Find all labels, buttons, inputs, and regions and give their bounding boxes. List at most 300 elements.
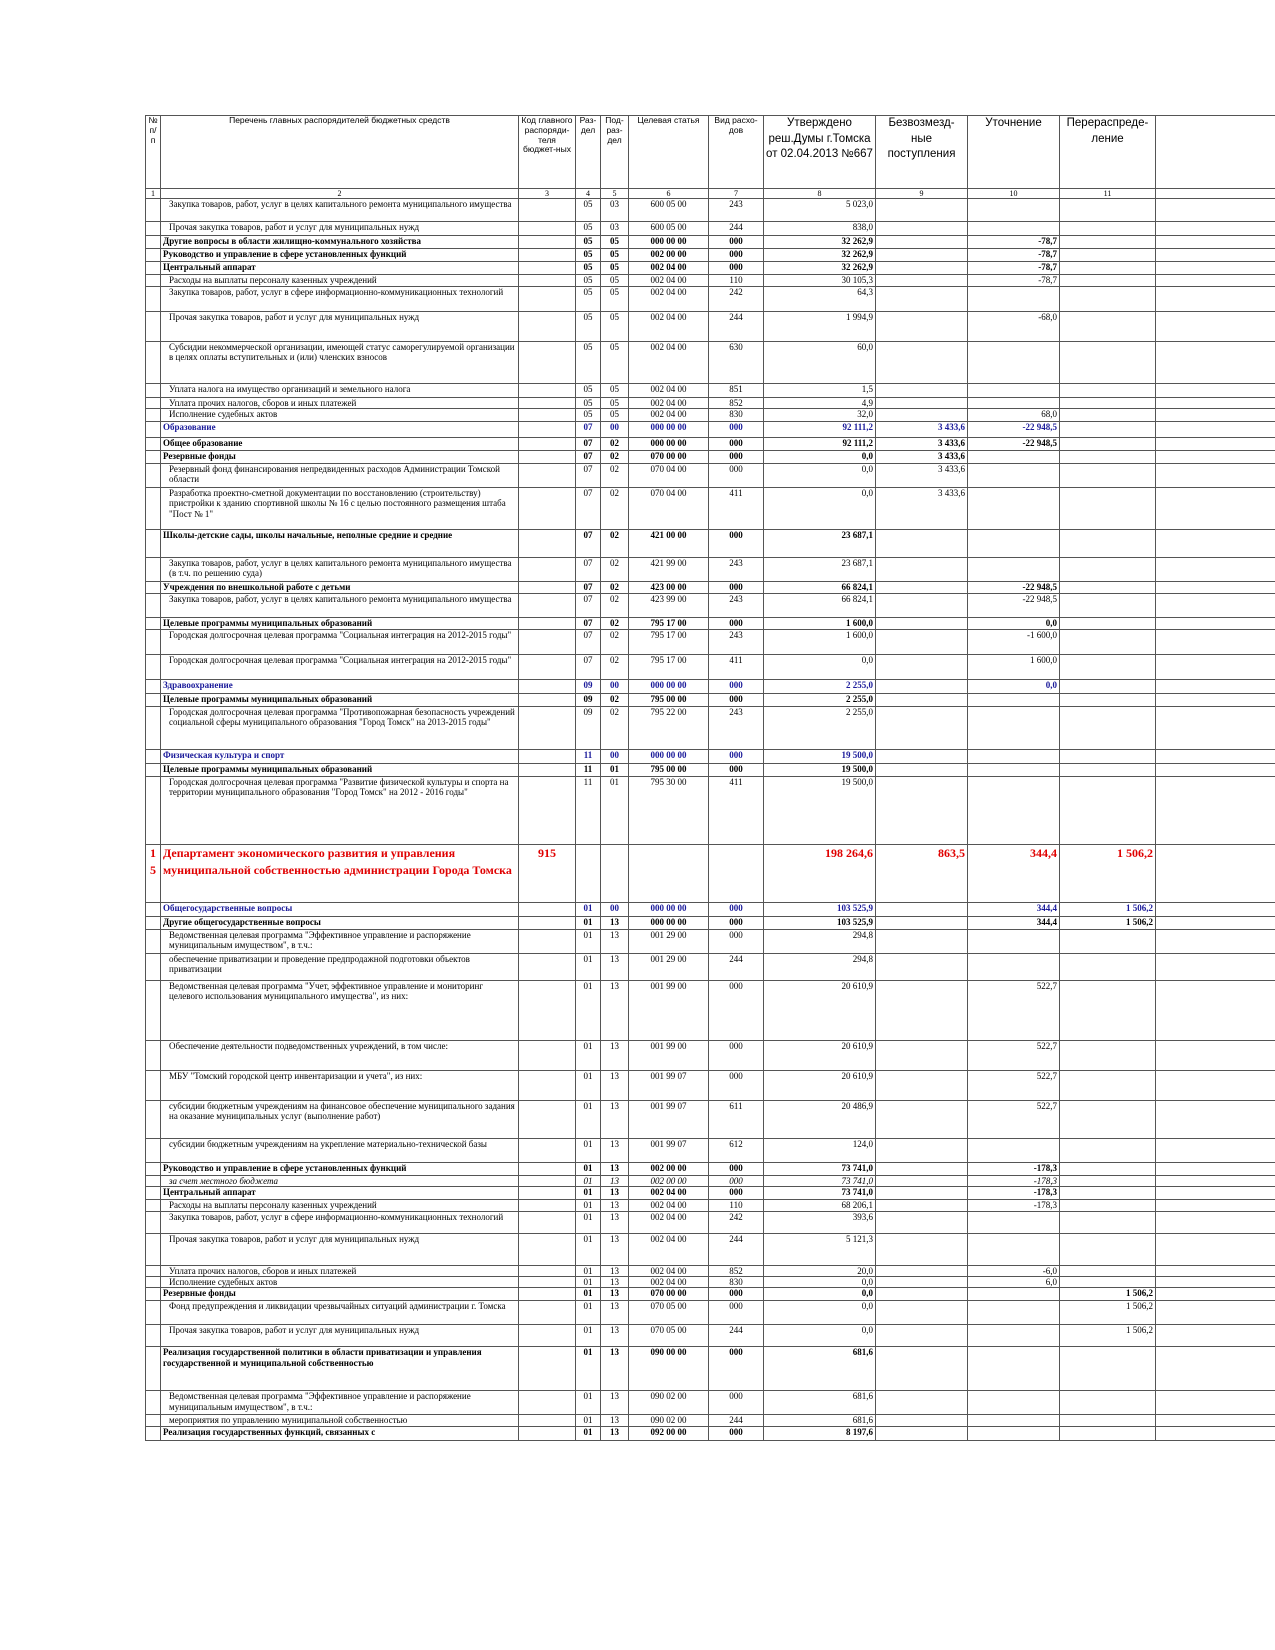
row-expense-type: 000 <box>709 463 764 487</box>
row-grants <box>876 383 968 397</box>
row-target: 002 04 00 <box>629 286 709 311</box>
table-row <box>146 397 1275 408</box>
row-redistribution <box>1060 1187 1156 1200</box>
row-number <box>146 1162 161 1175</box>
row-expense-type: 851 <box>709 383 764 397</box>
row-redistribution <box>1060 1040 1156 1070</box>
table-row <box>146 1325 1275 1347</box>
row-name: обеспечение приватизации и проведение предпродажной подготовки объектов приватизации <box>161 953 519 980</box>
row-number <box>146 421 161 437</box>
row-expense-type: 612 <box>709 1138 764 1162</box>
row-section: 05 <box>576 199 601 222</box>
row-section: 07 <box>576 421 601 437</box>
row-grants <box>876 929 968 953</box>
row-extra <box>1156 421 1275 437</box>
row-number <box>146 1288 161 1301</box>
row-name: Прочая закупка товаров, работ и услуг для муниципальных нужд <box>161 222 519 236</box>
row-approved: 1,5 <box>764 383 876 397</box>
row-number <box>146 1276 161 1287</box>
table-row <box>146 1347 1275 1391</box>
row-adjustment <box>968 1211 1060 1233</box>
row-target: 090 02 00 <box>629 1415 709 1426</box>
row-name: Учреждения по внешкольной работе с детьми <box>161 581 519 593</box>
row-grants <box>876 749 968 763</box>
row-target: 090 00 00 <box>629 1347 709 1391</box>
row-number <box>146 487 161 529</box>
row-grants <box>876 1162 968 1175</box>
row-subsection: 05 <box>601 249 629 262</box>
row-section: 01 <box>576 1162 601 1175</box>
row-number: 15 <box>146 844 161 902</box>
row-number <box>146 222 161 236</box>
row-number <box>146 236 161 249</box>
row-approved: 73 741,0 <box>764 1175 876 1186</box>
row-target: 421 00 00 <box>629 529 709 557</box>
row-adjustment <box>968 529 1060 557</box>
row-section: 05 <box>576 408 601 421</box>
row-name: Здравоохранение <box>161 679 519 693</box>
row-redistribution <box>1060 1276 1156 1287</box>
row-number <box>146 1175 161 1186</box>
table-row <box>146 249 1275 262</box>
row-redistribution <box>1060 286 1156 311</box>
row-grants: 3 433,6 <box>876 487 968 529</box>
row-approved: 124,0 <box>764 1138 876 1162</box>
row-expense-type: 243 <box>709 629 764 654</box>
row-target: 795 17 00 <box>629 654 709 679</box>
table-row <box>146 199 1275 222</box>
row-subsection: 13 <box>601 1325 629 1347</box>
table-row <box>146 487 1275 529</box>
table-row <box>146 1070 1275 1100</box>
row-subsection: 02 <box>601 706 629 749</box>
row-expense-type: 000 <box>709 1391 764 1415</box>
row-expense-type: 000 <box>709 1426 764 1440</box>
row-expense-type: 244 <box>709 1415 764 1426</box>
row-extra <box>1156 706 1275 749</box>
row-name: Прочая закупка товаров, работ и услуг для муниципальных нужд <box>161 1325 519 1347</box>
row-target: 795 17 00 <box>629 617 709 629</box>
row-name: Субсидии некоммерческой организации, имеющей статус саморегулируемой организации в целях оплаты вступительных и (или) членских взносов <box>161 341 519 383</box>
row-subsection: 02 <box>601 581 629 593</box>
row-grants: 3 433,6 <box>876 421 968 437</box>
row-subsection: 01 <box>601 763 629 776</box>
row-approved: 19 500,0 <box>764 749 876 763</box>
row-adjustment <box>968 953 1060 980</box>
row-extra <box>1156 1391 1275 1415</box>
row-redistribution <box>1060 1415 1156 1426</box>
row-extra <box>1156 286 1275 311</box>
row-approved: 103 525,9 <box>764 916 876 929</box>
row-adjustment <box>968 929 1060 953</box>
row-adjustment <box>968 557 1060 581</box>
row-target: 002 04 00 <box>629 341 709 383</box>
row-number <box>146 383 161 397</box>
row-expense-type: 000 <box>709 249 764 262</box>
row-target: 002 04 00 <box>629 408 709 421</box>
row-approved: 60,0 <box>764 341 876 383</box>
row-approved: 0,0 <box>764 1276 876 1287</box>
row-extra <box>1156 1040 1275 1070</box>
row-name: Закупка товаров, работ, услуг в целях капитального ремонта муниципального имущества <box>161 593 519 617</box>
table-row <box>146 1175 1275 1186</box>
row-expense-type: 000 <box>709 749 764 763</box>
row-redistribution <box>1060 763 1156 776</box>
row-subsection: 13 <box>601 953 629 980</box>
row-grants <box>876 617 968 629</box>
table-row <box>146 581 1275 593</box>
row-number <box>146 1187 161 1200</box>
row-redistribution <box>1060 450 1156 463</box>
row-section: 05 <box>576 397 601 408</box>
row-target: 000 00 00 <box>629 236 709 249</box>
col-header-grants: Безвозмезд-ные поступления <box>876 116 968 189</box>
row-target: 070 00 00 <box>629 450 709 463</box>
row-expense-type: 000 <box>709 236 764 249</box>
row-grants <box>876 557 968 581</box>
row-approved: 838,0 <box>764 222 876 236</box>
table-row <box>146 916 1275 929</box>
row-target: 070 05 00 <box>629 1301 709 1325</box>
row-code <box>519 1276 576 1287</box>
row-number <box>146 1233 161 1265</box>
row-extra <box>1156 383 1275 397</box>
row-section: 01 <box>576 1288 601 1301</box>
row-name: Исполнение судебных актов <box>161 1276 519 1287</box>
row-section: 05 <box>576 262 601 275</box>
row-expense-type: 000 <box>709 617 764 629</box>
row-name: Обеспечение деятельности подведомственных учреждений, в том числе: <box>161 1040 519 1070</box>
row-redistribution <box>1060 437 1156 450</box>
row-adjustment: -178,3 <box>968 1162 1060 1175</box>
row-approved: 20 610,9 <box>764 1070 876 1100</box>
row-code <box>519 529 576 557</box>
row-code <box>519 487 576 529</box>
row-extra <box>1156 341 1275 383</box>
row-grants <box>876 199 968 222</box>
row-target: 002 04 00 <box>629 1265 709 1276</box>
row-target: 001 29 00 <box>629 929 709 953</box>
row-section: 05 <box>576 341 601 383</box>
row-redistribution: 1 506,2 <box>1060 902 1156 916</box>
row-number <box>146 1265 161 1276</box>
row-extra <box>1156 679 1275 693</box>
row-expense-type: 000 <box>709 262 764 275</box>
row-name: Резервные фонды <box>161 450 519 463</box>
row-grants <box>876 236 968 249</box>
row-section: 01 <box>576 1276 601 1287</box>
row-expense-type: 000 <box>709 437 764 450</box>
row-expense-type: 242 <box>709 1211 764 1233</box>
row-extra <box>1156 311 1275 341</box>
row-adjustment: -78,7 <box>968 262 1060 275</box>
row-adjustment: -78,7 <box>968 249 1060 262</box>
row-expense-type: 830 <box>709 408 764 421</box>
table-row <box>146 450 1275 463</box>
row-redistribution <box>1060 463 1156 487</box>
col-header-target: Целевая статья <box>629 116 709 189</box>
col-header-redistribution: Перераспреде-ление <box>1060 116 1156 189</box>
row-approved: 23 687,1 <box>764 529 876 557</box>
row-grants <box>876 1347 968 1391</box>
row-number <box>146 902 161 916</box>
row-code <box>519 929 576 953</box>
row-name: субсидии бюджетным учреждениям на финансовое обеспечение муниципального задания на оказание муниципальных услуг (выполнение работ) <box>161 1100 519 1138</box>
row-target: 070 00 00 <box>629 1288 709 1301</box>
row-number <box>146 1070 161 1100</box>
row-number <box>146 341 161 383</box>
table-row <box>146 1426 1275 1440</box>
row-expense-type: 000 <box>709 1301 764 1325</box>
row-subsection: 13 <box>601 1100 629 1138</box>
row-extra <box>1156 1301 1275 1325</box>
row-code <box>519 654 576 679</box>
row-subsection: 02 <box>601 693 629 706</box>
row-section: 07 <box>576 654 601 679</box>
row-name: Закупка товаров, работ, услуг в целях капитального ремонта муниципального имущества (в т.ч. по решению суда) <box>161 557 519 581</box>
table-body <box>146 199 1275 1440</box>
row-extra <box>1156 450 1275 463</box>
row-grants <box>876 654 968 679</box>
row-section: 01 <box>576 1175 601 1186</box>
row-approved: 294,8 <box>764 929 876 953</box>
row-code <box>519 450 576 463</box>
row-code <box>519 199 576 222</box>
row-section: 07 <box>576 437 601 450</box>
row-approved: 73 741,0 <box>764 1162 876 1175</box>
row-adjustment: 344,4 <box>968 902 1060 916</box>
table-row <box>146 1200 1275 1211</box>
row-subsection: 03 <box>601 199 629 222</box>
row-target: 000 00 00 <box>629 437 709 450</box>
row-expense-type: 000 <box>709 421 764 437</box>
table-row <box>146 902 1275 916</box>
row-subsection: 13 <box>601 1211 629 1233</box>
row-grants <box>876 1040 968 1070</box>
row-subsection: 13 <box>601 1200 629 1211</box>
row-expense-type: 244 <box>709 1325 764 1347</box>
table-row <box>146 1301 1275 1325</box>
col-index: 8 <box>764 189 876 199</box>
row-grants <box>876 953 968 980</box>
row-subsection: 05 <box>601 311 629 341</box>
row-subsection: 13 <box>601 1301 629 1325</box>
row-section: 01 <box>576 1426 601 1440</box>
row-grants <box>876 581 968 593</box>
row-redistribution <box>1060 953 1156 980</box>
row-subsection: 13 <box>601 1138 629 1162</box>
row-code <box>519 1138 576 1162</box>
row-adjustment <box>968 1415 1060 1426</box>
row-name: Закупка товаров, работ, услуг в сфере информационно-коммуникационных технологий <box>161 1211 519 1233</box>
row-adjustment <box>968 693 1060 706</box>
row-approved: 66 824,1 <box>764 581 876 593</box>
row-section: 07 <box>576 463 601 487</box>
row-adjustment: 522,7 <box>968 1070 1060 1100</box>
row-section: 01 <box>576 1100 601 1138</box>
row-subsection: 05 <box>601 275 629 286</box>
row-subsection: 13 <box>601 1070 629 1100</box>
row-subsection: 02 <box>601 617 629 629</box>
row-approved: 5 121,3 <box>764 1233 876 1265</box>
row-redistribution <box>1060 1100 1156 1138</box>
row-target: 002 04 00 <box>629 1187 709 1200</box>
table-row <box>146 980 1275 1040</box>
row-target: 070 04 00 <box>629 463 709 487</box>
row-code <box>519 275 576 286</box>
row-number <box>146 1200 161 1211</box>
table-row <box>146 629 1275 654</box>
row-expense-type: 000 <box>709 679 764 693</box>
row-name: Общее образование <box>161 437 519 450</box>
row-redistribution <box>1060 341 1156 383</box>
row-name: Городская долгосрочная целевая программа "Развитие физической культуры и спорта на территории муниципального образования "Город Томск" на 2012 - 2016 годы" <box>161 776 519 844</box>
row-approved: 8 197,6 <box>764 1426 876 1440</box>
row-grants <box>876 1233 968 1265</box>
row-grants: 863,5 <box>876 844 968 902</box>
table-row <box>146 1276 1275 1287</box>
row-target: 002 00 00 <box>629 249 709 262</box>
row-adjustment: 6,0 <box>968 1276 1060 1287</box>
row-code <box>519 581 576 593</box>
row-code <box>519 1040 576 1070</box>
row-redistribution <box>1060 311 1156 341</box>
row-adjustment: -178,3 <box>968 1187 1060 1200</box>
row-grants: 3 433,6 <box>876 437 968 450</box>
row-adjustment <box>968 1391 1060 1415</box>
row-adjustment: -68,0 <box>968 311 1060 341</box>
row-code <box>519 1265 576 1276</box>
row-name: Резервные фонды <box>161 1288 519 1301</box>
row-adjustment <box>968 706 1060 749</box>
row-extra <box>1156 581 1275 593</box>
col-index: 5 <box>601 189 629 199</box>
row-code <box>519 916 576 929</box>
row-code <box>519 408 576 421</box>
row-subsection: 05 <box>601 262 629 275</box>
row-subsection: 13 <box>601 916 629 929</box>
row-code <box>519 249 576 262</box>
row-subsection: 05 <box>601 397 629 408</box>
row-number <box>146 286 161 311</box>
table-row <box>146 1233 1275 1265</box>
row-code <box>519 1415 576 1426</box>
table-row <box>146 654 1275 679</box>
row-adjustment: -1 600,0 <box>968 629 1060 654</box>
row-subsection: 13 <box>601 1415 629 1426</box>
row-approved: 0,0 <box>764 487 876 529</box>
row-target: 001 29 00 <box>629 953 709 980</box>
row-extra <box>1156 262 1275 275</box>
table-row <box>146 1211 1275 1233</box>
row-grants <box>876 1265 968 1276</box>
row-redistribution: 1 506,2 <box>1060 916 1156 929</box>
table-row <box>146 706 1275 749</box>
row-grants <box>876 1100 968 1138</box>
row-code <box>519 1288 576 1301</box>
row-adjustment <box>968 1233 1060 1265</box>
row-extra <box>1156 953 1275 980</box>
row-extra <box>1156 654 1275 679</box>
row-expense-type: 000 <box>709 980 764 1040</box>
row-redistribution: 1 506,2 <box>1060 1288 1156 1301</box>
row-adjustment: -178,3 <box>968 1200 1060 1211</box>
row-number <box>146 1100 161 1138</box>
table-row <box>146 408 1275 421</box>
row-code <box>519 1070 576 1100</box>
row-target: 795 00 00 <box>629 693 709 706</box>
table-row <box>146 311 1275 341</box>
row-section: 01 <box>576 929 601 953</box>
row-grants <box>876 916 968 929</box>
row-section: 01 <box>576 916 601 929</box>
row-adjustment <box>968 763 1060 776</box>
row-subsection: 00 <box>601 902 629 916</box>
row-subsection: 13 <box>601 1233 629 1265</box>
row-approved: 20 610,9 <box>764 980 876 1040</box>
row-target: 000 00 00 <box>629 916 709 929</box>
row-grants <box>876 1175 968 1186</box>
row-number <box>146 249 161 262</box>
row-approved: 0,0 <box>764 1301 876 1325</box>
row-adjustment: 344,4 <box>968 916 1060 929</box>
row-grants <box>876 408 968 421</box>
row-number <box>146 437 161 450</box>
row-target: 002 04 00 <box>629 383 709 397</box>
row-approved: 30 105,3 <box>764 275 876 286</box>
row-expense-type: 110 <box>709 275 764 286</box>
row-code <box>519 421 576 437</box>
row-expense-type: 630 <box>709 341 764 383</box>
table-row <box>146 341 1275 383</box>
row-grants <box>876 1276 968 1287</box>
row-name: Другие общегосударственные вопросы <box>161 916 519 929</box>
row-approved: 32 262,9 <box>764 236 876 249</box>
row-subsection: 05 <box>601 341 629 383</box>
row-approved: 0,0 <box>764 654 876 679</box>
row-name: Разработка проектно-сметной документации по восстановлению (строительству) пристройки к зданию спортивной школы № 16 с целью постоянного размещения штаба "Пост № 1" <box>161 487 519 529</box>
table-row <box>146 463 1275 487</box>
row-number <box>146 1301 161 1325</box>
table-row <box>146 1415 1275 1426</box>
row-adjustment <box>968 1347 1060 1391</box>
row-name: Общегосударственные вопросы <box>161 902 519 916</box>
row-approved: 32 262,9 <box>764 249 876 262</box>
row-expense-type: 611 <box>709 1100 764 1138</box>
row-number <box>146 980 161 1040</box>
row-redistribution <box>1060 679 1156 693</box>
row-target: 001 99 00 <box>629 980 709 1040</box>
row-number <box>146 529 161 557</box>
row-extra <box>1156 1138 1275 1162</box>
row-code <box>519 341 576 383</box>
row-target: 002 04 00 <box>629 397 709 408</box>
row-section: 05 <box>576 383 601 397</box>
row-grants: 3 433,6 <box>876 450 968 463</box>
row-expense-type: 852 <box>709 397 764 408</box>
row-redistribution <box>1060 693 1156 706</box>
row-approved: 1 994,9 <box>764 311 876 341</box>
row-extra <box>1156 408 1275 421</box>
row-redistribution <box>1060 1426 1156 1440</box>
row-number <box>146 706 161 749</box>
row-target: 795 00 00 <box>629 763 709 776</box>
row-section: 01 <box>576 980 601 1040</box>
row-expense-type: 852 <box>709 1265 764 1276</box>
row-grants <box>876 1070 968 1100</box>
row-section: 05 <box>576 311 601 341</box>
row-expense-type: 000 <box>709 529 764 557</box>
